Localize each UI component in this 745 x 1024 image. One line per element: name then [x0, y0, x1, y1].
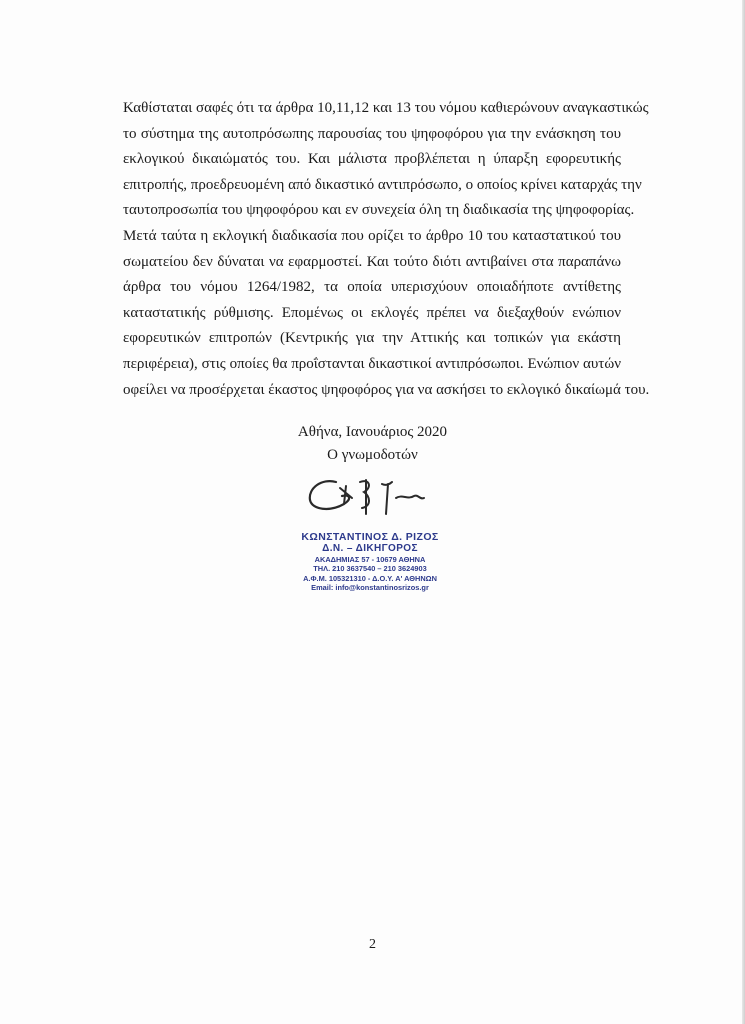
signer-role: Ο γνωμοδοτών — [327, 447, 418, 463]
handwritten-signature — [300, 474, 430, 522]
stamp-phone: ΤΗΛ. 210 3637540 – 210 3624903 — [313, 564, 427, 574]
body-line-12: οφείλει να προσέρχεται έκαστος ψηφοφόρος για να ασκήσει το εκλογικό δικαίωμά του. — [123, 381, 650, 398]
lawyer-stamp — [250, 531, 490, 592]
page-number: 2 — [369, 937, 376, 952]
stamp-email: Email: info@konstantinosrizos.gr — [311, 582, 429, 592]
body-line-1: Καθίσταται σαφές ότι τα άρθρα 10,11,12 και 13 του νόμου καθιερώνουν αναγκαστικώς — [123, 100, 649, 116]
body-line-5: ταυτοπροσωπία του ψηφοφόρου και εν συνεχεία όλη τη διαδικασία της ψηφοφορίας. — [123, 202, 635, 219]
body-line-7: σωματείου δεν δύναται να εφαρμοστεί. Και τούτο διότι αντιβαίνει στα παραπάνω — [123, 253, 621, 270]
body-line-2: το σύστημα της αυτοπρόσωπης παρουσίας του ψηφοφόρου για την ενάσκηση του — [123, 125, 621, 142]
body-line-9: καταστατικής ρύθμισης. Επομένως οι εκλογές πρέπει να διεξαχθούν ενώπιον — [123, 304, 621, 321]
body-line-3: εκλογικού δικαιώματός του. Και μάλιστα προβλέπεται η ύπαρξη εφορευτικής — [123, 151, 621, 168]
body-paragraph — [123, 96, 650, 403]
stamp-address: ΑΚΑΔΗΜΙΑΣ 57 - 10679 ΑΘΗΝΑ — [314, 555, 426, 564]
body-line-8: άρθρα του νόμου 1264/1982, τα οποία υπερισχύουν οποιαδήποτε αντίθετης — [123, 279, 621, 296]
stamp-name: ΚΩΝΣΤΑΝΤΙΝΟΣ Δ. ΡΙΖΟΣ — [301, 531, 439, 543]
body-line-10: εφορευτικών επιτροπών (Κεντρικής για την Αττικής και τοπικών για εκάστη — [123, 330, 621, 347]
stamp-title: Δ.Ν. – ΔΙΚΗΓΟΡΟΣ — [322, 543, 418, 554]
body-line-4: επιτροπής, προεδρευομένη από δικαστικό αντιπρόσωπο, ο οποίος κρίνει καταρχάς την — [123, 176, 642, 193]
stamp-tax-id: Α.Φ.Μ. 105321310 - Δ.Ο.Υ. Α' ΑΘΗΝΩΝ — [303, 573, 437, 583]
body-line-11: περιφέρεια), στις οποίες θα προΐστανται δικαστικοί αντιπρόσωποι. Ενώπιον αυτών — [123, 355, 621, 372]
place-and-date: Αθήνα, Ιανουάριος 2020 — [297, 424, 448, 440]
body-line-6: Μετά ταύτα η εκλογική διαδικασία που ορίζει το άρθρο 10 του καταστατικού του — [123, 227, 621, 244]
